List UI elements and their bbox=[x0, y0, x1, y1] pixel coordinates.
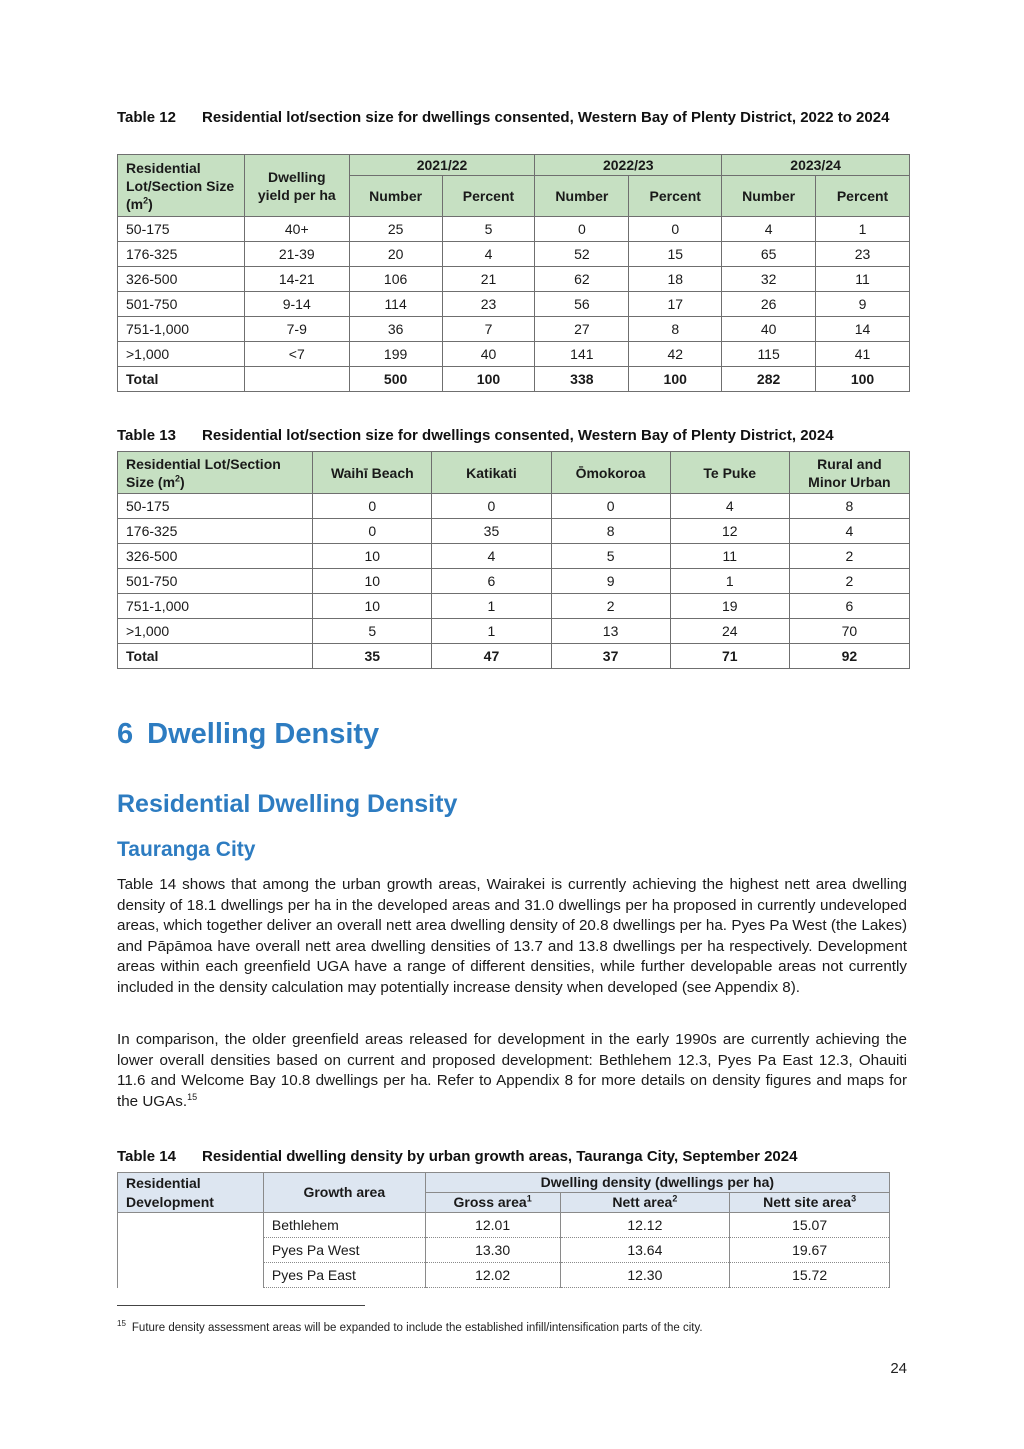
t12-cell: 27 bbox=[535, 317, 629, 342]
t13-cell: 2 bbox=[789, 544, 909, 569]
t12-cell: 50-175 bbox=[118, 217, 245, 242]
t12-cell: 100 bbox=[816, 367, 910, 392]
table-13-title: Residential lot/section size for dwellings consented, Western Bay of Plenty District, 2024 bbox=[202, 427, 834, 444]
t12-header-percent: Percent bbox=[629, 176, 722, 217]
t12-cell: 23 bbox=[816, 242, 910, 267]
t12-cell: 21-39 bbox=[244, 242, 349, 267]
t12-header-number: Number bbox=[349, 176, 442, 217]
t14-header-dev: Residential Development bbox=[118, 1173, 264, 1213]
t12-cell: 115 bbox=[722, 342, 816, 367]
t12-cell: 18 bbox=[629, 267, 722, 292]
t14-header-density: Dwelling density (dwellings per ha) bbox=[425, 1173, 889, 1193]
t13-cell: 0 bbox=[313, 494, 432, 519]
t13-cell: 2 bbox=[551, 594, 670, 619]
t14-cell: 13.30 bbox=[425, 1238, 560, 1263]
subsection-heading: Residential Dwelling Density bbox=[117, 790, 458, 818]
table-12-title: Residential lot/section size for dwellings consented, Western Bay of Plenty District, 2022 to 2024 bbox=[202, 109, 890, 126]
table-12-caption bbox=[117, 108, 912, 128]
t12-cell: 15 bbox=[629, 242, 722, 267]
t13-row bbox=[118, 544, 910, 569]
t13-cell: 0 bbox=[551, 494, 670, 519]
paragraph-2: In comparison, the older greenfield areas released for development in the early 1990s are currently achieving the lower overall densities based on current and proposed development: Bethlehem 12.3, Pyes Pa East 12.3, Ohauiti 11.6 and Welcome Bay 10.8 dwellings per ha. Refer to Appendix 8 for more details on density figures and maps for the UGAs.$^{15}$ bbox=[117, 1031, 907, 1110]
t12-cell: 62 bbox=[535, 267, 629, 292]
t12-cell: 4 bbox=[722, 217, 816, 242]
table-13 bbox=[117, 451, 910, 669]
t13-header-katikati: Katikati bbox=[432, 452, 551, 494]
t12-cell: 14 bbox=[816, 317, 910, 342]
t12-cell: 100 bbox=[442, 367, 535, 392]
t12-cell: 501-750 bbox=[118, 292, 245, 317]
t12-cell: 7-9 bbox=[244, 317, 349, 342]
t12-cell: 9-14 bbox=[244, 292, 349, 317]
t12-cell: 282 bbox=[722, 367, 816, 392]
t14-cell: 19.67 bbox=[730, 1238, 890, 1263]
t12-cell: 176-325 bbox=[118, 242, 245, 267]
t14-dev-cell bbox=[118, 1213, 264, 1288]
t13-cell: 8 bbox=[789, 494, 909, 519]
t12-cell: 5 bbox=[442, 217, 535, 242]
t13-cell: 10 bbox=[313, 594, 432, 619]
t12-cell: 500 bbox=[349, 367, 442, 392]
t13-cell: 1 bbox=[432, 594, 551, 619]
t12-row bbox=[118, 342, 910, 367]
t13-cell: 47 bbox=[432, 644, 551, 669]
t13-row bbox=[118, 569, 910, 594]
t13-cell: 70 bbox=[789, 619, 909, 644]
table-13-caption bbox=[117, 426, 902, 446]
t12-cell: 42 bbox=[629, 342, 722, 367]
t12-header-percent: Percent bbox=[442, 176, 535, 217]
footnote-ref: 15 bbox=[187, 1091, 198, 1102]
t14-cell: 12.02 bbox=[425, 1263, 560, 1288]
t12-cell: 56 bbox=[535, 292, 629, 317]
t12-cell: 0 bbox=[535, 217, 629, 242]
section-title: Dwelling Density bbox=[147, 718, 380, 750]
t13-cell: 6 bbox=[432, 569, 551, 594]
t13-cell: 11 bbox=[670, 544, 789, 569]
t13-cell: 4 bbox=[789, 519, 909, 544]
t12-cell: 4 bbox=[442, 242, 535, 267]
t12-cell: 21 bbox=[442, 267, 535, 292]
t13-cell: 24 bbox=[670, 619, 789, 644]
t12-header-percent: Percent bbox=[816, 176, 910, 217]
t12-header-size: Residential Lot/Section Size $(m^2)$ bbox=[118, 155, 245, 217]
t13-cell: 35 bbox=[432, 519, 551, 544]
t13-cell: 10 bbox=[313, 569, 432, 594]
t12-cell: 11 bbox=[816, 267, 910, 292]
t13-row bbox=[118, 594, 910, 619]
t13-cell: 50-175 bbox=[118, 494, 313, 519]
t12-cell: Total bbox=[118, 367, 245, 392]
t12-cell: 141 bbox=[535, 342, 629, 367]
footnote bbox=[117, 1319, 703, 1334]
t12-cell: 8 bbox=[629, 317, 722, 342]
t14-header-site: Nett site area$^3$ bbox=[730, 1193, 890, 1213]
t14-cell: 15.07 bbox=[730, 1213, 890, 1238]
t14-cell: 12.30 bbox=[560, 1263, 730, 1288]
footnote-text: Future density assessment areas will be expanded to include the established infill/intensification parts of the city. bbox=[131, 1321, 703, 1334]
t12-cell bbox=[244, 367, 349, 392]
t13-header-size: Residential Lot/Section Size $(m^2)$ bbox=[118, 452, 313, 494]
t13-cell: 0 bbox=[313, 519, 432, 544]
t13-row bbox=[118, 494, 910, 519]
t12-cell: 100 bbox=[629, 367, 722, 392]
t14-header-gross: Gross area$^1$ bbox=[425, 1193, 560, 1213]
t12-header-number: Number bbox=[535, 176, 629, 217]
t14-cell: 13.64 bbox=[560, 1238, 730, 1263]
footnote-mark: 15 bbox=[117, 1319, 126, 1328]
t12-total-row bbox=[118, 367, 910, 392]
t13-cell: 751-1,000 bbox=[118, 594, 313, 619]
t12-cell: 326-500 bbox=[118, 267, 245, 292]
section-number: 6 bbox=[117, 718, 134, 750]
t14-cell: 12.12 bbox=[560, 1213, 730, 1238]
t12-cell: >1,000 bbox=[118, 342, 245, 367]
t13-row bbox=[118, 619, 910, 644]
t12-row bbox=[118, 267, 910, 292]
t12-row bbox=[118, 242, 910, 267]
t12-row bbox=[118, 292, 910, 317]
t14-cell: Pyes Pa East bbox=[263, 1263, 425, 1288]
t12-cell: 23 bbox=[442, 292, 535, 317]
t13-cell: 5 bbox=[313, 619, 432, 644]
t13-cell: 37 bbox=[551, 644, 670, 669]
t12-cell: 40 bbox=[722, 317, 816, 342]
page-number: 24 bbox=[890, 1360, 907, 1377]
t13-cell: 6 bbox=[789, 594, 909, 619]
table-14 bbox=[117, 1172, 890, 1288]
t13-cell: 176-325 bbox=[118, 519, 313, 544]
t13-cell: 4 bbox=[670, 494, 789, 519]
t14-row bbox=[118, 1213, 890, 1238]
t12-cell: 106 bbox=[349, 267, 442, 292]
t12-cell: 20 bbox=[349, 242, 442, 267]
t13-cell: 10 bbox=[313, 544, 432, 569]
t12-cell: <7 bbox=[244, 342, 349, 367]
table-14-caption bbox=[117, 1147, 902, 1167]
t12-cell: 338 bbox=[535, 367, 629, 392]
t13-cell: 0 bbox=[432, 494, 551, 519]
t13-cell: >1,000 bbox=[118, 619, 313, 644]
t12-cell: 41 bbox=[816, 342, 910, 367]
t12-cell: 52 bbox=[535, 242, 629, 267]
t13-cell: 12 bbox=[670, 519, 789, 544]
t12-header-yield: Dwelling yield per ha bbox=[244, 155, 349, 217]
t13-cell: 9 bbox=[551, 569, 670, 594]
t13-cell: Total bbox=[118, 644, 313, 669]
t13-row bbox=[118, 519, 910, 544]
t12-cell: 40+ bbox=[244, 217, 349, 242]
t13-header-te-puke: Te Puke bbox=[670, 452, 789, 494]
t13-cell: 35 bbox=[313, 644, 432, 669]
t12-cell: 65 bbox=[722, 242, 816, 267]
t13-cell: 2 bbox=[789, 569, 909, 594]
t12-cell: 9 bbox=[816, 292, 910, 317]
t13-cell: 8 bbox=[551, 519, 670, 544]
t13-cell: 4 bbox=[432, 544, 551, 569]
t13-header-waihi-beach: Waihī Beach bbox=[313, 452, 432, 494]
t12-cell: 199 bbox=[349, 342, 442, 367]
t13-cell: 19 bbox=[670, 594, 789, 619]
t13-cell: 501-750 bbox=[118, 569, 313, 594]
t13-cell: 92 bbox=[789, 644, 909, 669]
table-14-number: Table 14 bbox=[117, 1148, 176, 1165]
t12-row bbox=[118, 217, 910, 242]
table-12-number: Table 12 bbox=[117, 109, 176, 126]
t13-header-omokoroa: Ōmokoroa bbox=[551, 452, 670, 494]
table-12 bbox=[117, 154, 910, 392]
t12-header-number: Number bbox=[722, 176, 816, 217]
t14-header-area: Growth area bbox=[263, 1173, 425, 1213]
t12-cell: 25 bbox=[349, 217, 442, 242]
t14-header-nett: Nett area$^2$ bbox=[560, 1193, 730, 1213]
t14-cell: Pyes Pa West bbox=[263, 1238, 425, 1263]
t12-header-year-3: 2023/24 bbox=[722, 155, 910, 176]
t12-cell: 26 bbox=[722, 292, 816, 317]
t12-cell: 14-21 bbox=[244, 267, 349, 292]
t12-cell: 40 bbox=[442, 342, 535, 367]
t12-cell: 7 bbox=[442, 317, 535, 342]
t13-header-rural: Rural and Minor Urban bbox=[789, 452, 909, 494]
t12-cell: 1 bbox=[816, 217, 910, 242]
footnote-divider bbox=[117, 1305, 365, 1306]
t14-cell: 12.01 bbox=[425, 1213, 560, 1238]
section-heading bbox=[117, 718, 379, 751]
t12-cell: 0 bbox=[629, 217, 722, 242]
t13-cell: 1 bbox=[670, 569, 789, 594]
t12-cell: 751-1,000 bbox=[118, 317, 245, 342]
t12-header-year-1: 2021/22 bbox=[349, 155, 535, 176]
subsubsection-heading: Tauranga City bbox=[117, 838, 256, 861]
paragraph-1: Table 14 shows that among the urban growth areas, Wairakei is currently achieving the highest nett area dwelling density of 18.1 dwellings per ha in the developed areas and 31.0 dwellings per ha proposed in currently undeveloped areas, which together deliver an overall nett area dwelling density of 20.8 dwellings per ha. Pyes Pa West (the Lakes) and Pāpāmoa have overall nett area dwelling densities of 13.7 and 13.8 dwellings per ha respectively. Development areas within each greenfield UGA have a range of different densities, while further developable areas not currently included in the density calculation may potentially increase density when developed (see Appendix 8). bbox=[117, 876, 907, 996]
table-14-title: Residential dwelling density by urban growth areas, Tauranga City, September 2024 bbox=[202, 1148, 798, 1165]
t13-cell: 5 bbox=[551, 544, 670, 569]
t12-cell: 17 bbox=[629, 292, 722, 317]
t12-header-year-2: 2022/23 bbox=[535, 155, 722, 176]
t13-total-row bbox=[118, 644, 910, 669]
t14-cell: Bethlehem bbox=[263, 1213, 425, 1238]
t13-cell: 326-500 bbox=[118, 544, 313, 569]
t12-cell: 36 bbox=[349, 317, 442, 342]
t13-cell: 13 bbox=[551, 619, 670, 644]
t12-cell: 32 bbox=[722, 267, 816, 292]
t12-row bbox=[118, 317, 910, 342]
table-13-number: Table 13 bbox=[117, 427, 176, 444]
t13-cell: 1 bbox=[432, 619, 551, 644]
t12-cell: 114 bbox=[349, 292, 442, 317]
t14-cell: 15.72 bbox=[730, 1263, 890, 1288]
t13-cell: 71 bbox=[670, 644, 789, 669]
